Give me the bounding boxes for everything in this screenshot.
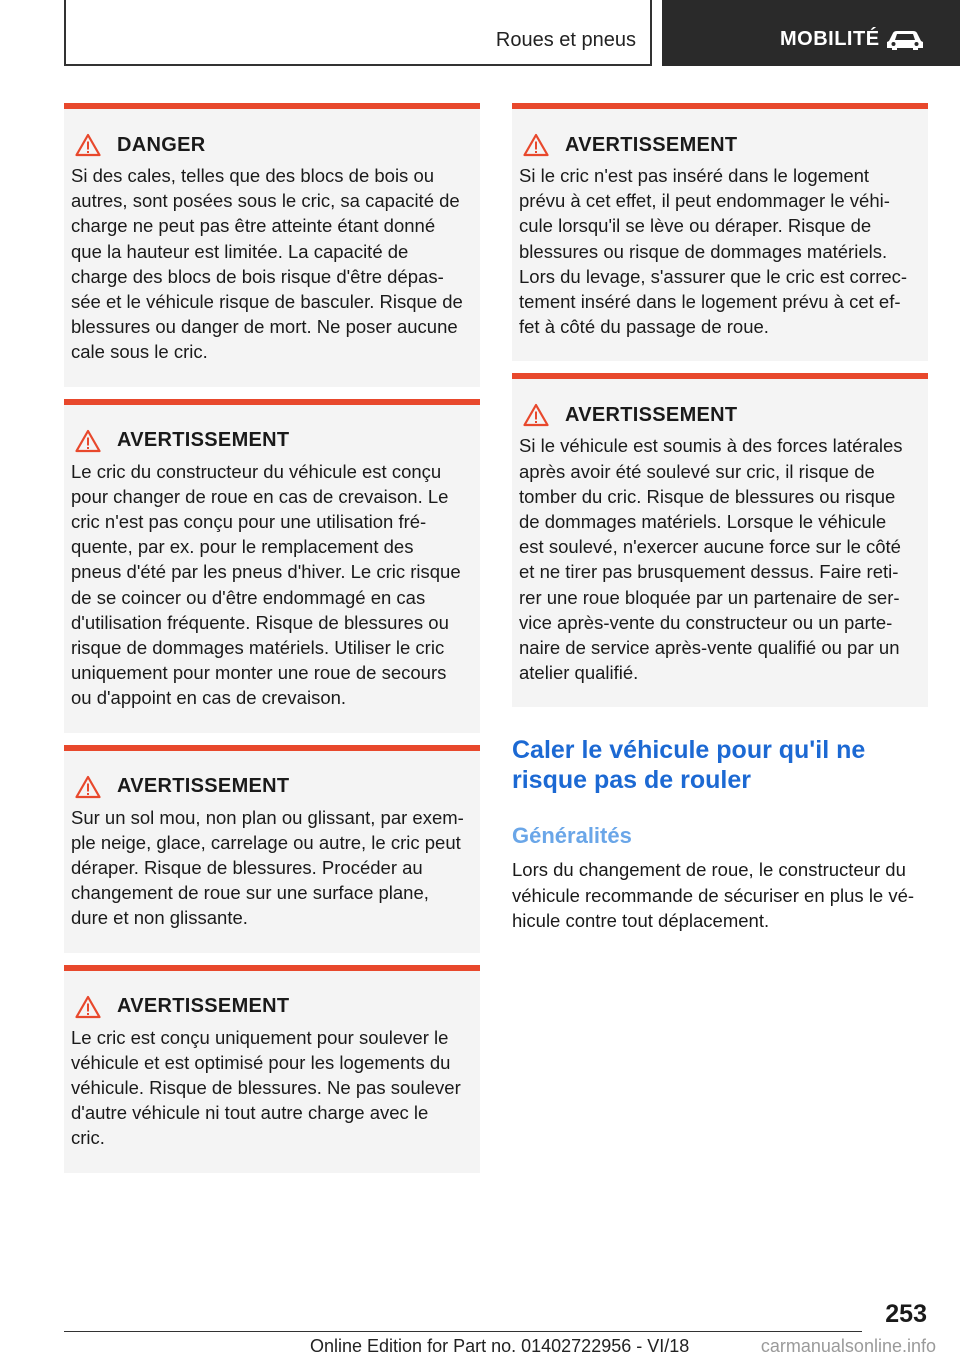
- warning-text-line: d'utilisation fréquente. Risque de blessures ou: [71, 611, 449, 633]
- warning-text-line: ou d'appoint en cas de crevaison.: [71, 687, 347, 709]
- warning-text-line: blessures ou risque de dommages matériels.: [519, 240, 888, 262]
- warning-box: [64, 103, 480, 387]
- warning-box: [64, 745, 480, 953]
- footer-watermark: carmanualsonline.info: [760, 1336, 936, 1356]
- warning-text-line: pneus d'été par les pneus d'hiver. Le cric risque: [71, 561, 461, 583]
- warning-title-row: [71, 429, 473, 453]
- footer-divider: [64, 1331, 862, 1332]
- warning-text-line: autres, sont posées sous le cric, sa capacité de: [71, 190, 460, 212]
- warning-text-line: ple neige, glace, carrelage ou autre, le cric peut: [71, 831, 461, 853]
- warning-text-line: déraper. Risque de blessures. Procéder au: [71, 857, 423, 879]
- warning-heading: AVERTISSEMENT: [565, 133, 738, 156]
- warning-heading: AVERTISSEMENT: [117, 995, 290, 1018]
- body-line: hicule contre tout déplacement.: [512, 909, 770, 931]
- warning-triangle-icon: [75, 429, 101, 453]
- warning-text-line: véhicule. Risque de blessures. Ne pas soulever: [71, 1077, 461, 1099]
- warning-text-line: sée et le véhicule risque de basculer. Risque de: [71, 291, 463, 313]
- header-section-box: [64, 0, 650, 66]
- warning-text-line: tomber du cric. Risque de blessures ou risque: [519, 485, 896, 507]
- page-number: 253: [885, 1300, 927, 1328]
- warning-box: [512, 373, 928, 707]
- warning-title-row: [519, 133, 921, 157]
- body-paragraph: [512, 857, 928, 933]
- warning-text-line: naire de service après-vente qualifié ou par un: [519, 637, 900, 659]
- warning-text-line: tement inséré dans le logement prévu à cet ef-: [519, 291, 901, 313]
- warning-title-row: [519, 403, 921, 427]
- warning-text-line: dure et non glissante.: [71, 907, 248, 929]
- warning-text-line: risque de dommages matériels. Utiliser le cric: [71, 637, 445, 659]
- warning-text-line: rer une roue bloquée par un partenaire de ser-: [519, 586, 900, 608]
- header-chapter-title: MOBILITÉ: [780, 28, 880, 50]
- warning-text-line: Lors du levage, s'assurer que le cric est correc-: [519, 265, 908, 287]
- warning-text-line: Si des cales, telles que des blocs de bois ou: [71, 165, 435, 186]
- footer-edition: Online Edition for Part no. 01402722956 - VI/18: [310, 1336, 690, 1356]
- warning-text: [71, 805, 473, 931]
- warning-text-line: Si le véhicule est soumis à des forces latérales: [519, 435, 903, 457]
- warning-text-line: et ne tirer pas brusquement dessus. Faire reti-: [519, 561, 899, 583]
- warning-title-row: [71, 995, 473, 1019]
- warning-heading: AVERTISSEMENT: [565, 403, 738, 426]
- warning-text: [519, 433, 921, 685]
- header-section-title: Roues et pneus: [495, 29, 636, 51]
- warning-title-row: [71, 133, 473, 157]
- section-heading: [512, 735, 928, 795]
- warning-text: [71, 459, 473, 711]
- warning-text-line: cric.: [71, 1127, 105, 1149]
- warning-text-line: de dommages matériels. Lorsque le véhicule: [519, 511, 887, 533]
- warning-text-line: est soulevé, n'exercer aucune force sur le côté: [519, 536, 901, 558]
- warning-text-line: fet à côté du passage de roue.: [519, 316, 769, 338]
- warning-text-line: de se coincer ou d'être endommagé en cas: [71, 586, 426, 608]
- warning-text-line: cale sous le cric.: [71, 341, 208, 363]
- warning-triangle-icon: [75, 775, 101, 799]
- warning-text: [71, 163, 473, 365]
- subheading: Généralités: [512, 823, 632, 849]
- warning-text-line: prévu à cet effet, il peut endommager le véhi-: [519, 190, 890, 212]
- warning-text-line: uniquement pour monter une roue de secours: [71, 662, 447, 684]
- warning-triangle-icon: [523, 133, 549, 157]
- warning-text-line: changement de roue sur une surface plane,: [71, 882, 429, 904]
- warning-text-line: atelier qualifié.: [519, 662, 639, 684]
- warning-text-line: Le cric du constructeur du véhicule est conçu: [71, 460, 442, 482]
- warning-title-row: [71, 775, 473, 799]
- warning-text-line: véhicule et est optimisé pour les logements du: [71, 1051, 451, 1073]
- section-heading-line: Caler le véhicule pour qu'il ne: [512, 736, 866, 765]
- warning-box: [64, 399, 480, 733]
- warning-heading: AVERTISSEMENT: [117, 775, 290, 798]
- warning-text-line: cule lorsqu'il se lève ou déraper. Risque de: [519, 215, 872, 237]
- warning-text-line: vice après-vente du constructeur ou un parte-: [519, 611, 893, 633]
- warning-triangle-icon: [75, 995, 101, 1019]
- right-column: [512, 103, 928, 933]
- body-line: véhicule recommande de sécuriser en plus le vé-: [512, 884, 915, 906]
- warning-text-line: charge des blocs de bois risque d'être dépas-: [71, 265, 444, 287]
- warning-text: [71, 1025, 473, 1151]
- warning-text-line: que la hauteur est limitée. La capacité de: [71, 240, 409, 262]
- warning-heading: DANGER: [117, 133, 206, 156]
- warning-text: [519, 163, 921, 339]
- warning-text-line: charge ne peut pas être atteinte étant donné: [71, 215, 436, 237]
- warning-heading: AVERTISSEMENT: [117, 429, 290, 452]
- warning-text-line: Si le cric n'est pas inséré dans le logement: [519, 165, 870, 186]
- warning-text-line: d'autre véhicule ni tout autre charge avec le: [71, 1102, 429, 1124]
- car-icon: [885, 28, 925, 52]
- warning-text-line: Sur un sol mou, non plan ou glissant, par exem-: [71, 806, 464, 828]
- warning-box: [64, 965, 480, 1173]
- warning-text-line: Le cric est conçu uniquement pour soulever le: [71, 1026, 449, 1048]
- warning-text-line: cric n'est pas conçu pour une utilisation fré-: [71, 511, 427, 533]
- warning-triangle-icon: [75, 133, 101, 157]
- left-column: [64, 103, 480, 1185]
- warning-text-line: quente, par ex. pour le remplacement des: [71, 536, 414, 558]
- body-line: Lors du changement de roue, le constructeur du: [512, 859, 906, 881]
- warning-text-line: blessures ou danger de mort. Ne poser aucune: [71, 316, 458, 338]
- warning-text-line: pour changer de roue en cas de crevaison. Le: [71, 485, 449, 507]
- warning-box: [512, 103, 928, 361]
- header-chapter-box: [662, 0, 960, 66]
- warning-triangle-icon: [523, 403, 549, 427]
- warning-text-line: après avoir été soulevé sur cric, il risque de: [519, 460, 875, 482]
- section-heading-line: risque pas de rouler: [512, 766, 751, 795]
